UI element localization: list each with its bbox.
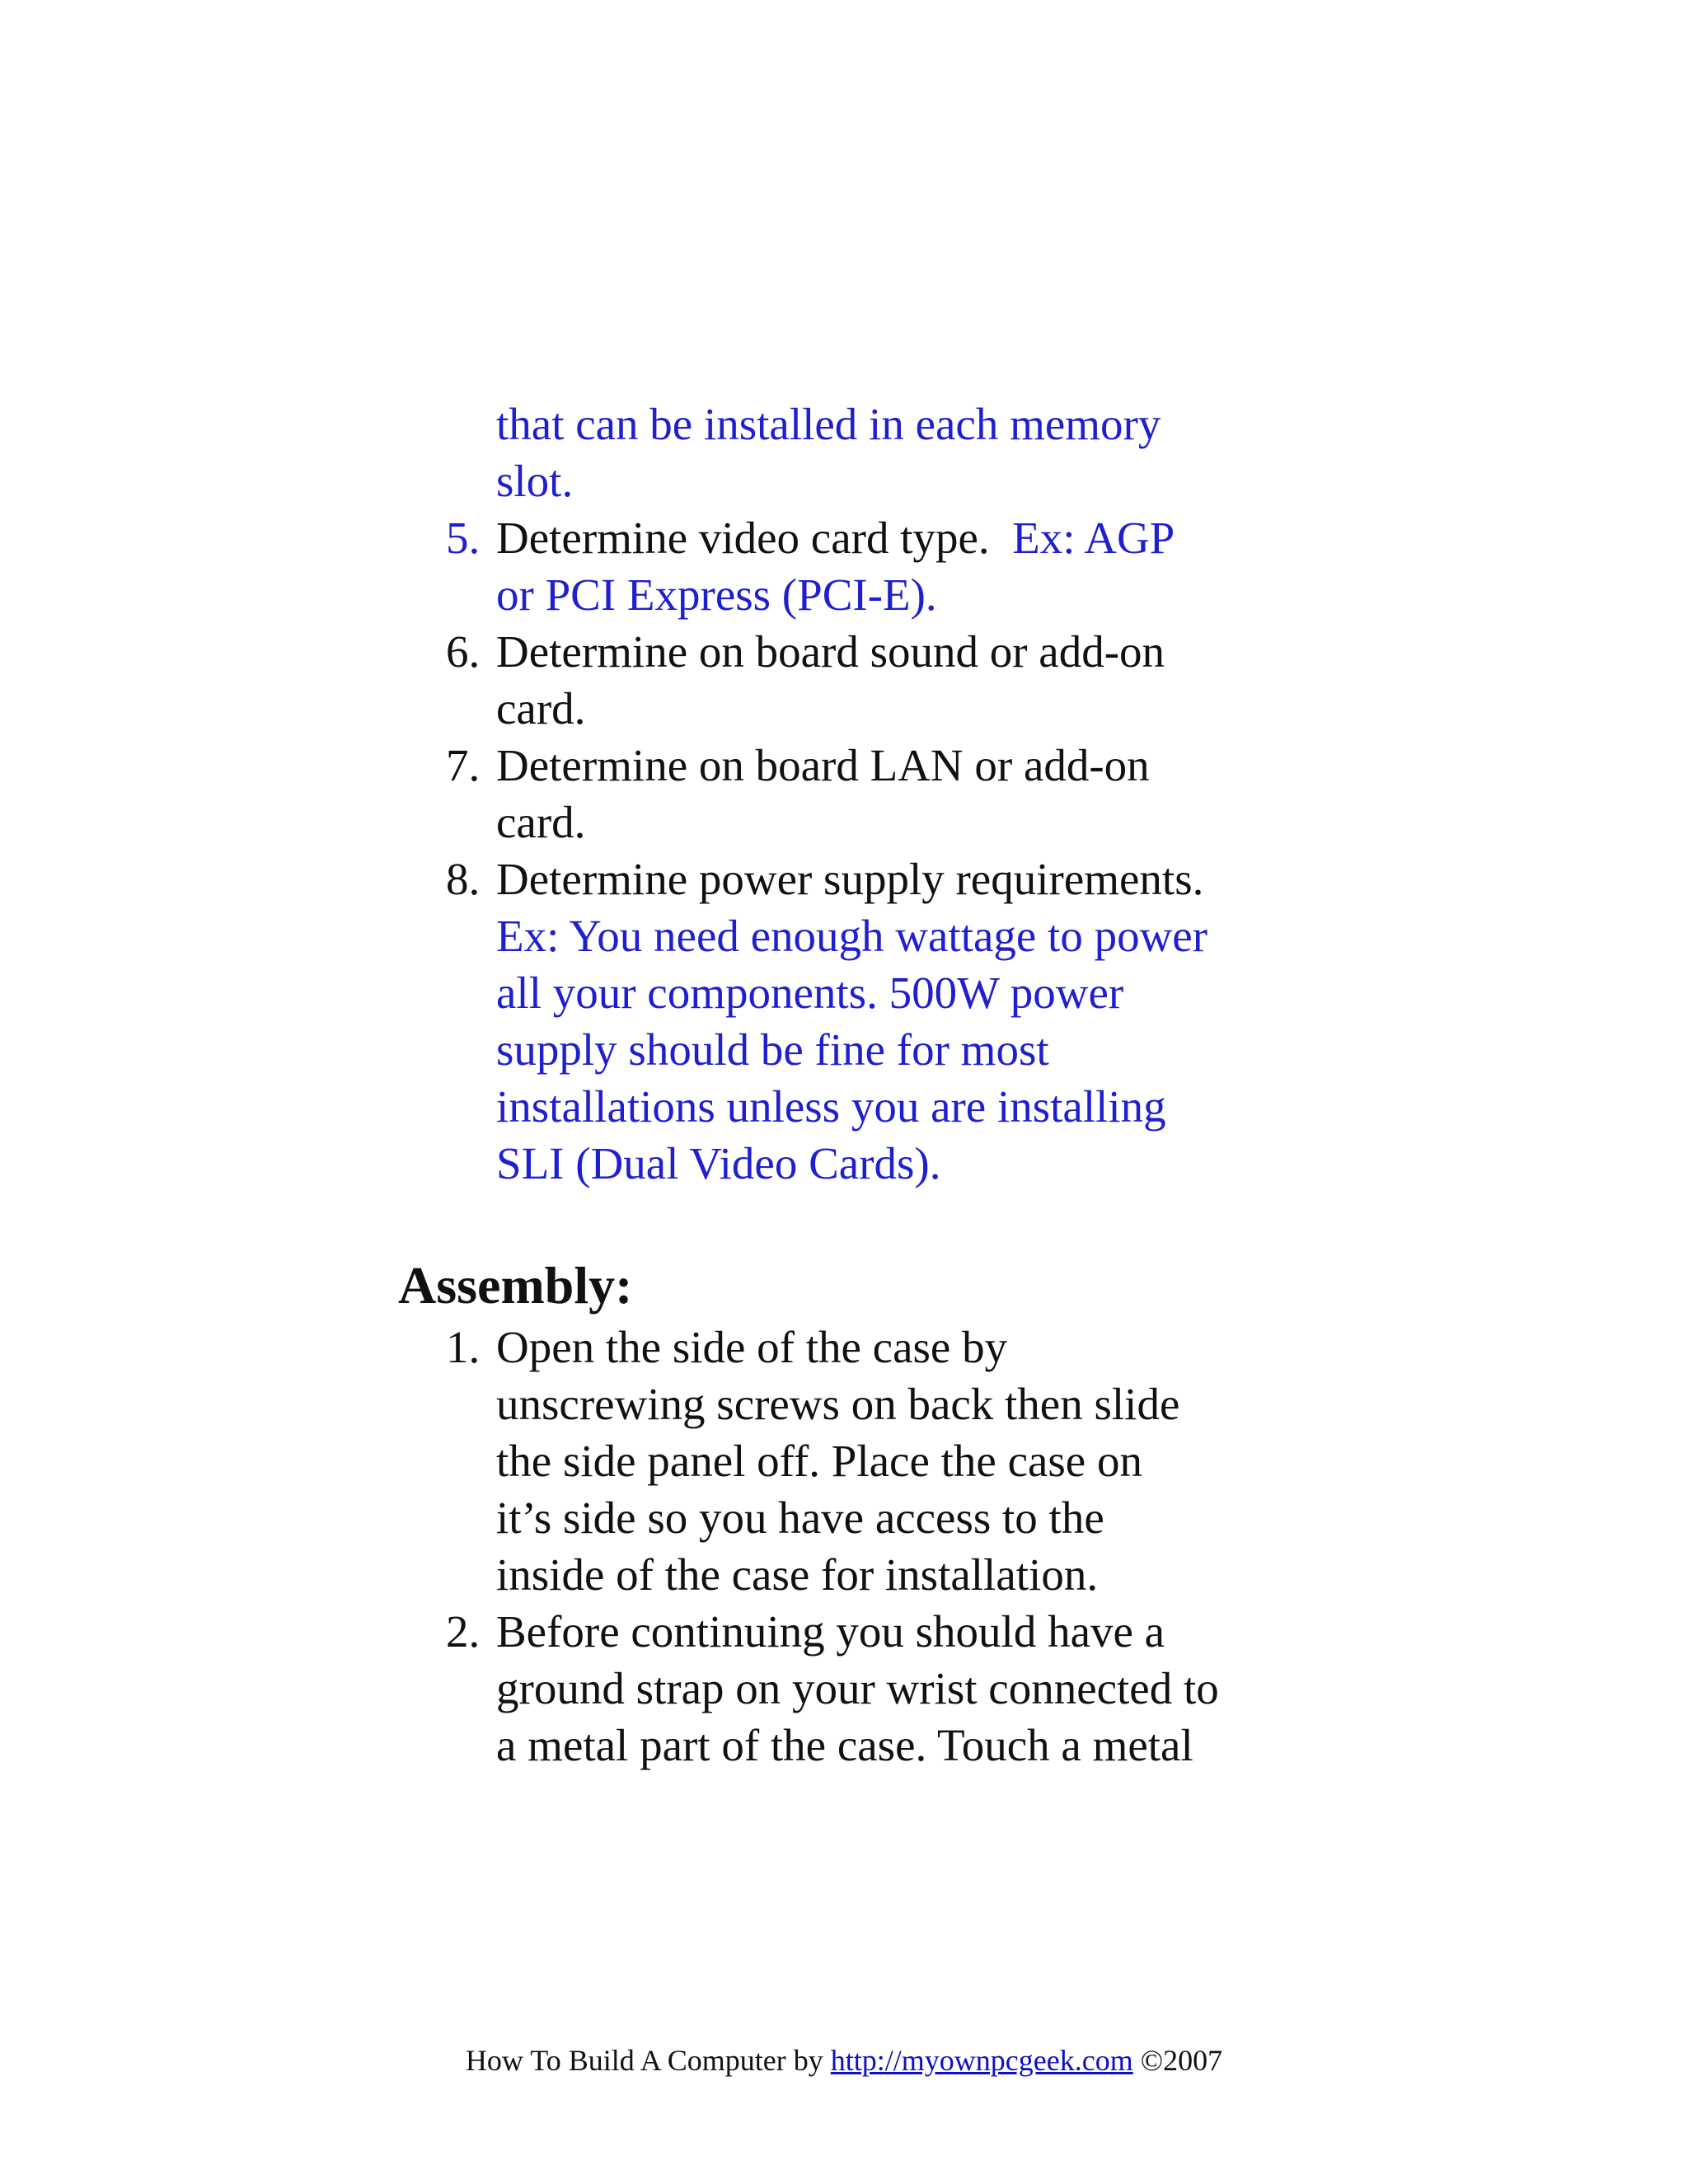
assembly-item-1-line-1: Open the side of the case by [496, 1322, 1008, 1372]
list-item-8-example-line-4: installations unless you are installing [496, 1081, 1166, 1132]
assembly-item-1-line-5: inside of the case for installation. [496, 1549, 1099, 1600]
section-heading-assembly: Assembly: [398, 1256, 633, 1315]
assembly-item-1-line-3: the side panel off. Place the case on [496, 1436, 1142, 1486]
footer-link[interactable]: http://myownpcgeek.com [830, 2044, 1133, 2077]
list-item-8-example-line-3: supply should be fine for most [496, 1024, 1049, 1075]
list-item-6-line-1: Determine on board sound or add-on [496, 626, 1165, 677]
footer-prefix: How To Build A Computer by [465, 2044, 823, 2077]
list-item-number: 6. [446, 626, 481, 677]
list-item-number: 2. [446, 1606, 481, 1657]
list-item-5-text: Determine video card type. [496, 513, 990, 563]
assembly-item-2-line-2: ground strap on your wrist connected to [496, 1663, 1219, 1713]
list-item-7-line-2: card. [496, 797, 586, 847]
footer-copyright: ©2007 [1140, 2044, 1223, 2077]
list-item-8-line-1: Determine power supply requirements. [496, 854, 1204, 904]
list-item-8-example-line-1: Ex: You need enough wattage to power [496, 911, 1208, 961]
assembly-item-1-line-4: it’s side so you have access to the [496, 1493, 1104, 1543]
list-item-8-example-line-2: all your components. 500W power [496, 968, 1124, 1018]
list-item-5-line-1 [496, 509, 1175, 566]
list-item-7-line-1: Determine on board LAN or add-on [496, 740, 1150, 790]
list-item-number: 8. [446, 854, 481, 904]
assembly-item-1-line-2: unscrewing screws on back then slide [496, 1379, 1180, 1429]
list-item-number: 5. [446, 513, 481, 563]
list-item-8-example-line-5: SLI (Dual Video Cards). [496, 1138, 941, 1188]
list-item-4-continuation-line-2: slot. [496, 456, 574, 506]
list-item-5-example: Ex: AGP [1012, 513, 1175, 563]
list-item-5-line-2: or PCI Express (PCI-E). [496, 569, 937, 620]
list-item-number: 1. [446, 1322, 481, 1372]
page-footer [0, 2042, 1688, 2079]
assembly-item-2-line-3: a metal part of the case. Touch a metal [496, 1720, 1193, 1770]
assembly-item-2-line-1: Before continuing you should have a [496, 1606, 1165, 1657]
list-item-6-line-2: card. [496, 683, 586, 733]
list-item-4-continuation-line-1: that can be installed in each memory [496, 399, 1161, 449]
list-item-number: 7. [446, 740, 481, 790]
